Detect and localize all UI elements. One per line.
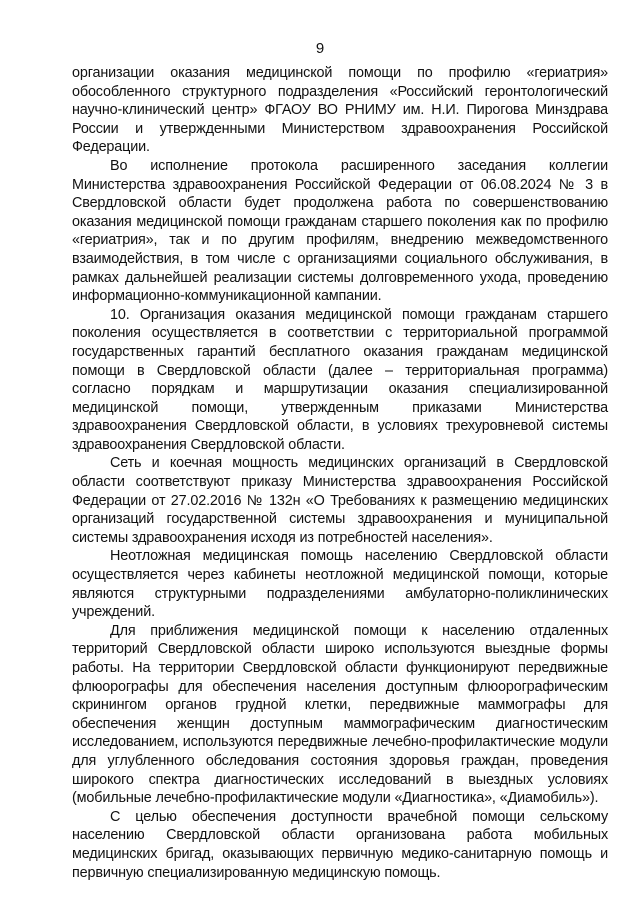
paragraph-mobile-forms: Для приближения медицинской помощи к населению отдаленных территорий Свердловской области широко используются выездные формы работы. На территории Свердловской области функционируют передвижные флюорографы для обеспечения населения доступным флюорографическим скринингом органов грудной клетки, передвижные маммографы для обеспечения женщин доступным маммографическим диагностическим исследованием, используются передвижные лечебно-профилактические модули для углубленного обследования состояния здоровья граждан, проведения широкого спектра диагностических исследований в выездных условиях (мобильные лечебно-профилактические модули «Диагностика», «Диамобиль»).: [72, 622, 608, 807]
paragraph-network-capacity: Сеть и коечная мощность медицинских организаций в Свердловской области соответствуют приказу Министерства здравоохранения Российской Федерации от 27.02.2016 № 132н «О Требованиях к размещению медицинских организаций государственной системы здравоохранения и муниципальной системы здравоохранения исходя из потребностей населения».: [72, 455, 608, 546]
paragraph-rural-brigades: С целью обеспечения доступности врачебной помощи сельскому населению Свердловской области организована работа мобильных медицинских бригад, оказывающих первичную медико-санитарную помощь и первичную специализированную медицинскую помощь.: [72, 808, 608, 881]
paragraph-item-10: 10. Организация оказания медицинской помощи гражданам старшего поколения осуществляется в соответствии с территориальной программой государственных гарантий бесплатного оказания гражданам медицинской помощи в Свердловской области (далее – территориальная программа) согласно порядкам и маршрутизации оказания специализированной медицинской помощи, утвержденным приказами Министерства здравоохранения Свердловской области, в условиях трехуровневой системы здравоохранения Свердловской области.: [72, 306, 608, 453]
paragraph-continuation: организации оказания медицинской помощи по профилю «гериатрия» обособленного структурного подразделения «Российский геронтологический научно-клинический центр» ФГАОУ ВО РНИМУ им. Н.И. Пирогова Минздрава России и утвержденными Министерством здравоохранения Российской Федерации.: [72, 65, 608, 156]
document-body: [72, 64, 608, 882]
paragraph-emergency-care: Неотложная медицинская помощь населению Свердловской области осуществляется через кабинеты неотложной медицинской помощи, которые являются структурными подразделениями амбулаторно-поликлинических учреждений.: [72, 548, 608, 621]
page-number: 9: [315, 40, 325, 57]
paragraph-collegium-protocol: Во исполнение протокола расширенного заседания коллегии Министерства здравоохранения Российской Федерации от 06.08.2024 № 3 в Свердловской области будет продолжена работа по совершенствованию оказания медицинской помощи гражданам старшего поколения как по профилю «гериатрия», так и по другим профилям, внедрению межведомственного взаимодействия, в том числе с организациями социального обслуживания, в рамках дальнейшей реализации системы долговременного ухода, проведению информационно-коммуникационной кампании.: [72, 157, 608, 305]
